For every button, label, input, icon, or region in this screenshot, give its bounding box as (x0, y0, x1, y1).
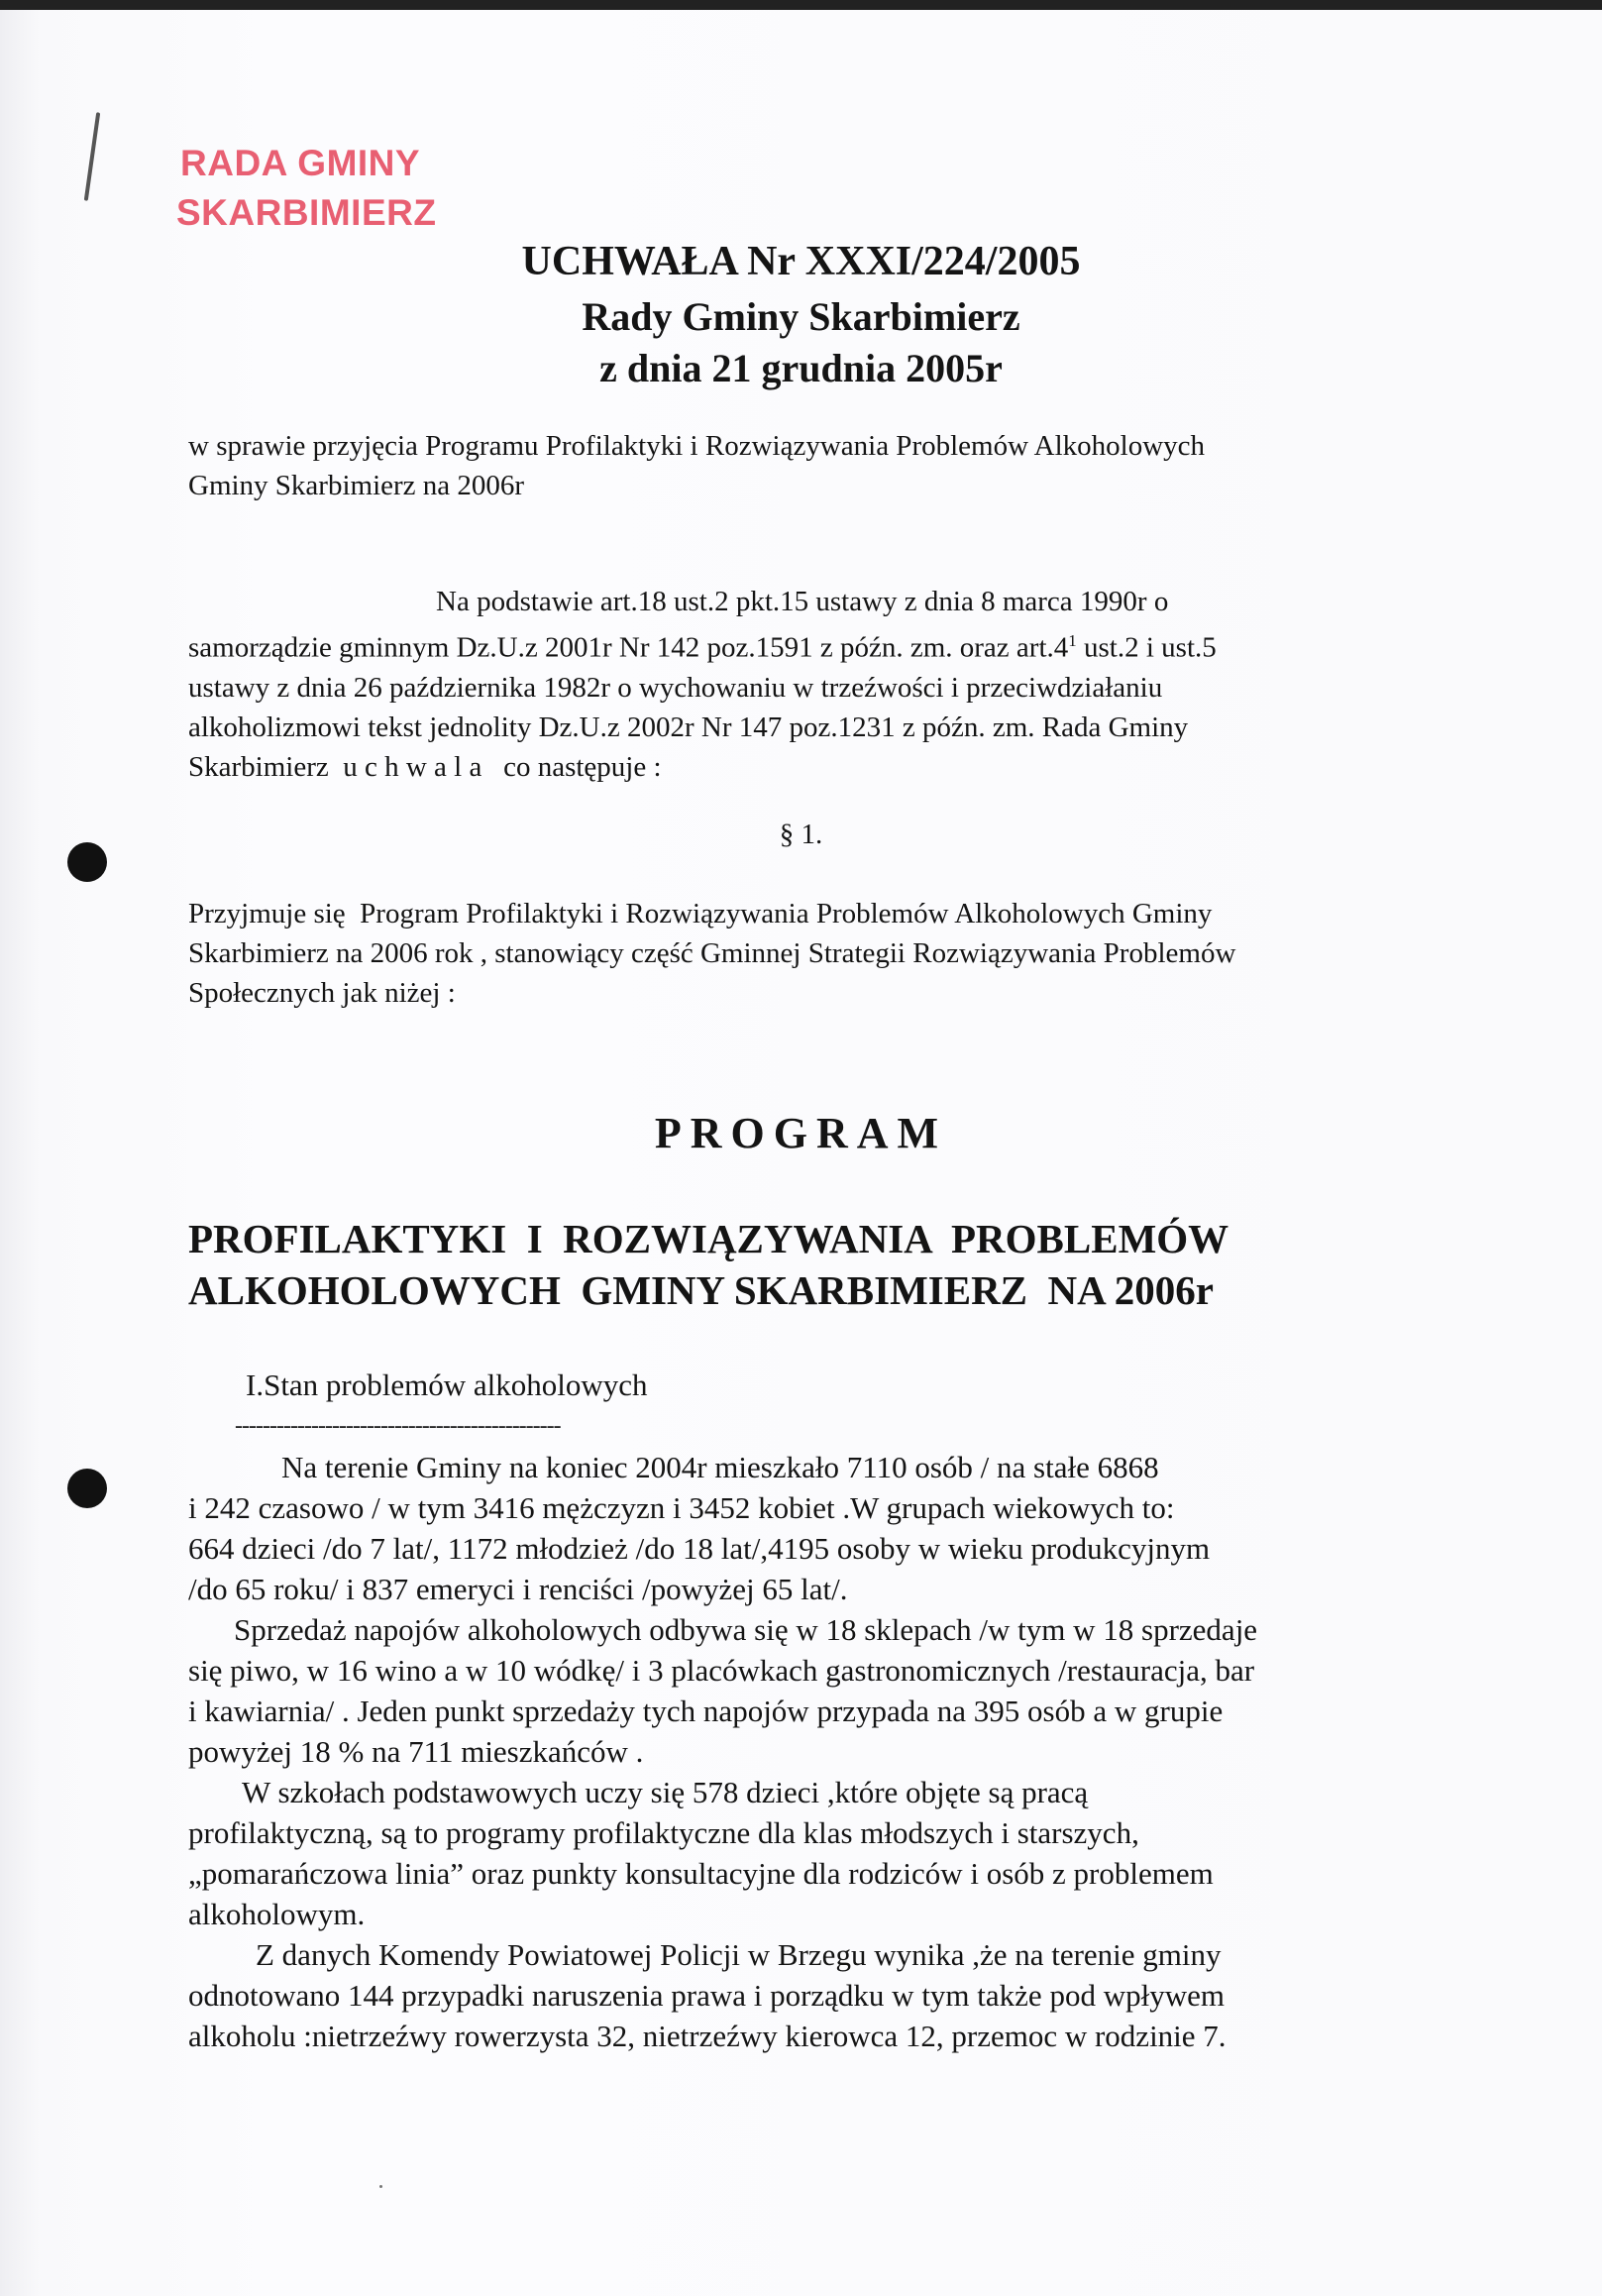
body-line: Sprzedaż napojów alkoholowych odbywa się w 18 sklepach /w tym w 18 sprzedaje (234, 1612, 1258, 1647)
body-paragraph (188, 1772, 1476, 1934)
body-line: i 242 czasowo / w tym 3416 mężczyzn i 3452 kobiet .W grupach wiekowych to: (188, 1490, 1175, 1525)
section-underline: ----------------------------------------------- (235, 1413, 561, 1439)
body-line: „pomarańczowa linia” oraz punkty konsultacyjne dla rodziców i osób z problemem (188, 1856, 1214, 1891)
section-heading: I.Stan problemów alkoholowych (246, 1367, 648, 1402)
adoption-line: Przyjmuje się Program Profilaktyki i Rozwiązywania Problemów Alkoholowych Gminy (188, 898, 1213, 929)
legal-basis (188, 582, 1476, 787)
subject-line: Gminy Skarbimierz na 2006r (188, 470, 525, 501)
body-line: W szkołach podstawowych uczy się 578 dzieci ,które objęte są pracą (242, 1775, 1089, 1809)
body-line: alkoholowym. (188, 1897, 366, 1931)
superscript: 1 (1068, 631, 1077, 650)
body-line: i kawiarnia/ . Jeden punkt sprzedaży tych napojów przypada na 395 osób a w grupie (188, 1694, 1224, 1728)
council-stamp (176, 139, 437, 238)
body-line: Z danych Komendy Powiatowej Policji w Brzegu wynika ,że na terenie gminy (256, 1937, 1222, 1972)
body-line: odnotowano 144 przypadki naruszenia prawa i porządku w tym także pod wpływem (188, 1978, 1225, 2013)
body-line: się piwo, w 16 wino a w 10 wódkę/ i 3 placówkach gastronomicznych /restauracja, bar (188, 1653, 1255, 1688)
body-line: 664 dzieci /do 7 lat/, 1172 młodzież /do 18 lat/,4195 osoby w wieku produkcyjnym (188, 1531, 1211, 1566)
basis-line: ustawy z dnia 26 października 1982r o wychowaniu w trzeźwości i przeciwdziałaniu (188, 671, 1163, 704)
subject-line: w sprawie przyjęcia Programu Profilaktyki i Rozwiązywania Problemów Alkoholowych (188, 430, 1206, 462)
body-line: Na terenie Gminy na koniec 2004r mieszkało 7110 osób / na stałe 6868 (281, 1450, 1159, 1484)
speck (379, 2185, 382, 2188)
stamp-line: SKARBIMIERZ (176, 192, 437, 233)
basis-text: ust.2 i ust.5 (1076, 631, 1217, 664)
adoption-line: Skarbimierz na 2006 rok , stanowiący część Gminnej Strategii Rozwiązywania Problemów (188, 937, 1236, 969)
body-line: alkoholu :nietrzeźwy rowerzysta 32, nietrzeźwy kierowca 12, przemoc w rodzinie 7. (188, 2019, 1227, 2053)
body-paragraph (188, 1934, 1476, 2056)
section-body (188, 1447, 1476, 2056)
program-title-line: ALKOHOLOWYCH GMINY SKARBIMIERZ NA 2006r (188, 1267, 1214, 1313)
basis-line (188, 621, 1476, 668)
body-paragraph (188, 1609, 1476, 1772)
basis-line: Na podstawie art.18 ust.2 pkt.15 ustawy z dnia 8 marca 1990r o (436, 586, 1169, 617)
basis-text: samorządzie gminnym Dz.U.z 2001r Nr 142 poz.1591 z późn. zm. oraz art.4 (188, 631, 1069, 664)
adoption-line: Społecznych jak niżej : (188, 977, 456, 1009)
stamp-line: RADA GMINY (180, 143, 421, 183)
body-paragraph (188, 1447, 1476, 1609)
body-line: powyżej 18 % na 711 mieszkańców . (188, 1734, 644, 1769)
program-title (188, 1213, 1228, 1316)
council-name: Rady Gminy Skarbimierz (582, 294, 1020, 339)
scan-top-edge (0, 0, 1602, 10)
basis-line: Skarbimierz u c h w a l a co następuje : (188, 750, 662, 783)
program-title-line: PROFILAKTYKI I ROZWIĄZYWANIA PROBLEMÓW (188, 1216, 1229, 1261)
adoption-clause (188, 894, 1476, 1013)
basis-line: alkoholizmowi tekst jednolity Dz.U.z 2002r Nr 147 poz.1231 z późn. zm. Rada Gminy (188, 711, 1189, 743)
resolution-subject (188, 426, 1476, 505)
resolution-title: UCHWAŁA Nr XXXI/224/2005 (521, 239, 1081, 284)
body-line: profilaktyczną, są to programy profilaktyczne dla klas młodszych i starszych, (188, 1815, 1139, 1850)
paragraph-mark: § 1. (779, 819, 823, 850)
body-line: /do 65 roku/ i 837 emeryci i renciści /powyżej 65 lat/. (188, 1572, 848, 1606)
punch-hole (67, 1469, 107, 1508)
resolution-date: z dnia 21 grudnia 2005r (599, 346, 1003, 390)
program-heading: PROGRAM (654, 1109, 948, 1157)
